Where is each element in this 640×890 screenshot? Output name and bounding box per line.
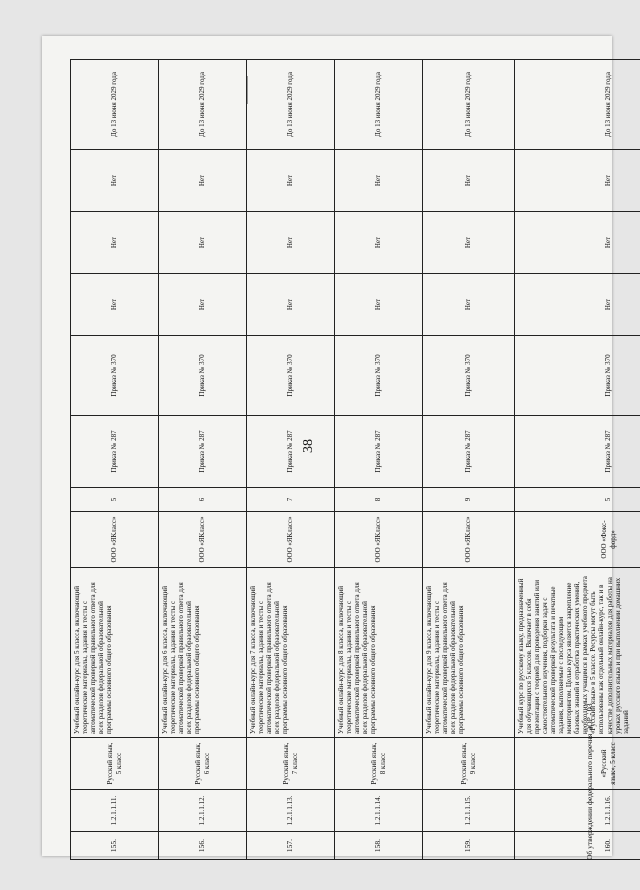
cell-c1: Нет xyxy=(423,274,515,336)
table-row xyxy=(515,60,640,860)
cell-order2: Приказ № 370 xyxy=(423,336,515,416)
cell-num: 159. xyxy=(423,832,515,860)
cell-num: 156. xyxy=(159,832,247,860)
cell-order2: Приказ № 370 xyxy=(247,336,335,416)
cell-desc: Учебный онлайн-курс для 7 класса, включающий теоретические материалы, задания и тесты с автоматической проверкой правильного ответа для всех разделов федеральной образовательной программы основного общего образования xyxy=(247,568,335,738)
cell-term: До 13 июня 2029 года xyxy=(247,60,335,150)
cell-code: 1.2.1.1.14. xyxy=(335,790,423,832)
page-number: 38 xyxy=(301,439,316,453)
cell-code: 1.2.1.1.16. xyxy=(515,790,640,832)
cell-c2: Нет xyxy=(159,212,247,274)
cell-desc: Учебный онлайн-курс для 6 класса, включающий теоретические материалы, задания и тесты с автоматической проверкой правильного ответа для всех разделов федеральной образовательной программы основного общего образования xyxy=(159,568,247,738)
registry-table-wrapper xyxy=(70,60,630,860)
cell-c3: Нет xyxy=(423,150,515,212)
cell-order2: Приказ № 370 xyxy=(515,336,640,416)
cell-order2: Приказ № 370 xyxy=(71,336,159,416)
cell-c3: Нет xyxy=(71,150,159,212)
cell-grade: 9 xyxy=(423,488,515,512)
cell-order2: Приказ № 370 xyxy=(335,336,423,416)
registry-table xyxy=(70,59,640,860)
cell-num: 158. xyxy=(335,832,423,860)
cell-order1: Приказ № 287 xyxy=(515,416,640,488)
cell-term: До 13 июня 2029 года xyxy=(335,60,423,150)
cell-desc: Учебный онлайн-курс для 8 класса, включающий теоретические материалы, задания и тесты с автоматической проверкой правильного ответа для всех разделов федеральной образовательной программы основного общего образования xyxy=(335,568,423,738)
cell-code: 1.2.1.1.12. xyxy=(159,790,247,832)
cell-grade: 8 xyxy=(335,488,423,512)
cell-name: Русский язык, 7 класс xyxy=(247,738,335,790)
cell-c2: Нет xyxy=(335,212,423,274)
cell-name: «Русский язык», 5 класс xyxy=(515,738,640,790)
cell-c3: Нет xyxy=(247,150,335,212)
cell-c2: Нет xyxy=(423,212,515,274)
cell-term: До 13 июня 2029 года xyxy=(515,60,640,150)
cell-c1: Нет xyxy=(159,274,247,336)
cell-c2: Нет xyxy=(71,212,159,274)
cell-name: Русский язык, 9 класс xyxy=(423,738,515,790)
cell-num: 160. xyxy=(515,832,640,860)
cell-c1: Нет xyxy=(335,274,423,336)
table-row xyxy=(71,60,159,860)
cell-num: 157. xyxy=(247,832,335,860)
cell-desc: Учебный курс по русскому языку, предназначенный для обучающихся 5 классов. Включает в себя презентации с теорией для проведения занятий или самостоятельного изучения, подборки задач с автоматической проверкой результата и печатные задания, выполняемые с последующим мониторингом. Целью курса является закрепление базовых знаний и отработка практических умений, необходимых учащимся в рамках учебного предмета «Русский язык» в 5 классе. Ресурсы могут быть использованы как отдельный онлайн-курс, так и в качестве дополнительных материалов для работы на уроках русского языка и при выполнении домашних заданий xyxy=(515,568,640,738)
cell-order2: Приказ № 370 xyxy=(159,336,247,416)
cell-org: ООО «ЯКласс» xyxy=(71,512,159,568)
table-row xyxy=(335,60,423,860)
cell-name: Русский язык, 5 класс xyxy=(71,738,159,790)
cell-desc: Учебный онлайн-курс для 9 класса, включающий теоретические материалы, задания и тесты с автоматической проверкой правильного ответа для всех разделов федеральной образовательной программы основного общего образования xyxy=(423,568,515,738)
cell-c2: Нет xyxy=(247,212,335,274)
cell-order1: Приказ № 287 xyxy=(335,416,423,488)
footer-note: Об утверждении федерального перечня ЭОР - 03 xyxy=(585,703,594,860)
cell-order1: Приказ № 287 xyxy=(423,416,515,488)
cell-code: 1.2.1.1.13. xyxy=(247,790,335,832)
cell-desc: Учебный онлайн-курс для 5 класса, включающий теоретические материалы, задания и тесты с автоматической проверкой правильного ответа для всех разделов федеральной образовательной программы основного общего образования xyxy=(71,568,159,738)
cell-name: Русский язык, 8 класс xyxy=(335,738,423,790)
cell-c3: Нет xyxy=(335,150,423,212)
table-row xyxy=(423,60,515,860)
cell-c1: Нет xyxy=(247,274,335,336)
cell-num: 155. xyxy=(71,832,159,860)
table-row xyxy=(159,60,247,860)
cell-grade: 5 xyxy=(515,488,640,512)
cell-org: ООО «ЯКласс» xyxy=(159,512,247,568)
cell-c3: Нет xyxy=(515,150,640,212)
cell-org: ООО «Фокс-форд» xyxy=(515,512,640,568)
cell-c1: Нет xyxy=(515,274,640,336)
table-row xyxy=(247,60,335,860)
cell-org: ООО «ЯКласс» xyxy=(335,512,423,568)
cell-grade: 6 xyxy=(159,488,247,512)
cell-grade: 5 xyxy=(71,488,159,512)
cell-name: Русский язык, 6 класс xyxy=(159,738,247,790)
cell-c2: Нет xyxy=(515,212,640,274)
cell-code: 1.2.1.1.11. xyxy=(71,790,159,832)
cell-org: ООО «ЯКласс» xyxy=(423,512,515,568)
cell-code: 1.2.1.1.15. xyxy=(423,790,515,832)
cell-c1: Нет xyxy=(71,274,159,336)
cell-order1: Приказ № 287 xyxy=(159,416,247,488)
cell-grade: 7 xyxy=(247,488,335,512)
cell-term: До 13 июня 2029 года xyxy=(423,60,515,150)
cell-order1: Приказ № 287 xyxy=(71,416,159,488)
cell-term: До 13 июня 2029 года xyxy=(71,60,159,150)
cell-term: До 13 июня 2029 года xyxy=(159,60,247,150)
cell-org: ООО «ЯКласс» xyxy=(247,512,335,568)
cell-order1: Приказ № 287 xyxy=(247,416,335,488)
cell-c3: Нет xyxy=(159,150,247,212)
